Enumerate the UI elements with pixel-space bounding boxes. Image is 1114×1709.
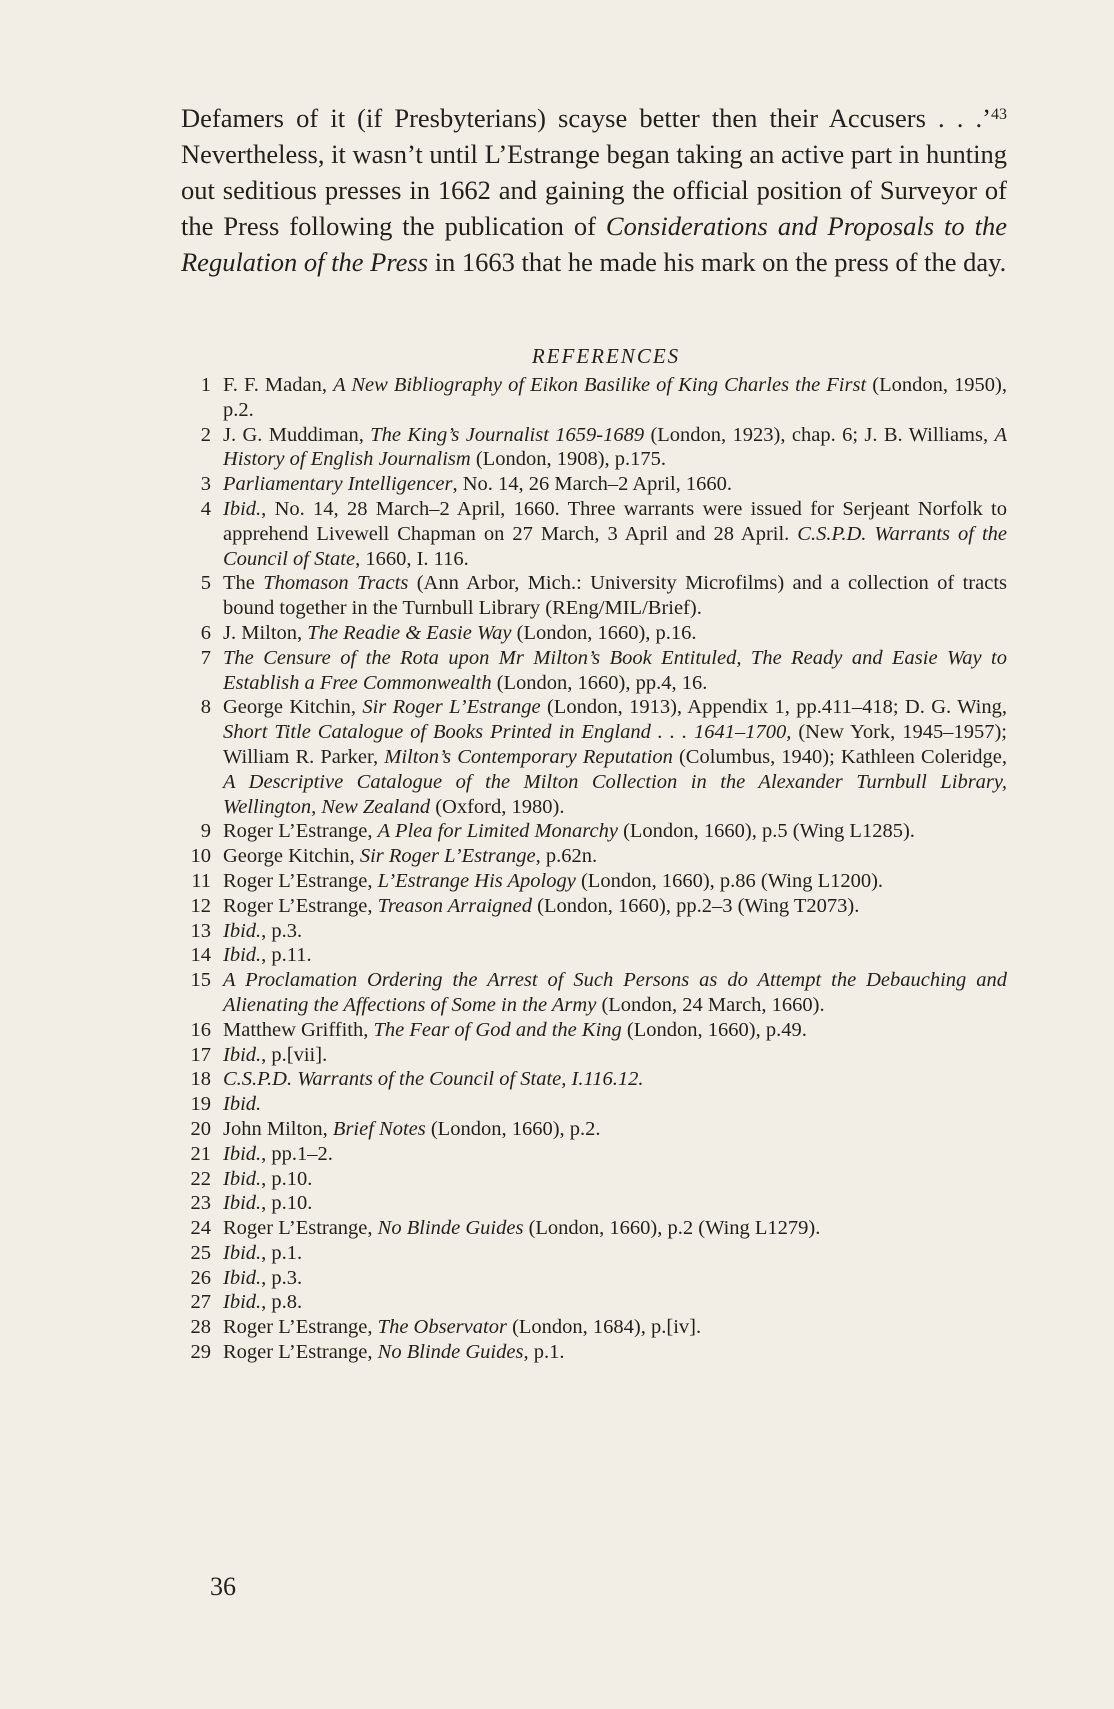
reference-item (181, 1266, 1007, 1291)
reference-title: Ibid. (223, 1043, 262, 1066)
reference-number: 18 (190, 1068, 211, 1091)
page-number: 36 (210, 1572, 236, 1601)
reference-number: 27 (190, 1291, 211, 1314)
reference-item (181, 1142, 1007, 1167)
reference-item (181, 894, 1007, 919)
reference-text: , p.10. (261, 1192, 313, 1215)
italic-title: Considerations and Proposals to the Regulation of the Press (181, 211, 1007, 277)
reference-number: 28 (190, 1316, 211, 1339)
reference-item (181, 1067, 1007, 1092)
reference-title: The Censure of the Rota upon Mr Milton’s Book Entituled, The Ready and Easie Way to Establish a Free Commonwealth (223, 646, 1007, 694)
reference-title: Ibid. (223, 1241, 262, 1264)
reference-item (181, 919, 1007, 944)
reference-number: 21 (190, 1142, 211, 1165)
reference-item (181, 497, 1007, 571)
reference-title: A New Bibliography of Eikon Basilike of King Charles the First (333, 374, 867, 396)
reference-title: Thomason Tracts (263, 572, 409, 595)
reference-number: 1 (200, 374, 211, 396)
reference-item (181, 472, 1007, 497)
reference-number: 12 (190, 894, 211, 917)
reference-text: (London, 1660), p.5 (Wing L1285). (617, 820, 915, 843)
reference-text: (London, 1660), pp.4, 16. (491, 671, 708, 694)
reference-text: , p.62n. (535, 845, 598, 868)
reference-text: John Milton, (223, 1117, 333, 1140)
reference-number: 7 (200, 646, 211, 669)
reference-item (181, 646, 1007, 696)
reference-title: Parliamentary Intelligencer (223, 473, 453, 496)
reference-title: Ibid. (223, 1142, 262, 1165)
page-content (181, 100, 1007, 1365)
reference-text: (London, 1923), chap. 6; J. B. Williams, (644, 423, 995, 446)
reference-number: 24 (190, 1217, 211, 1240)
footnote-marker: 43 (991, 106, 1007, 123)
reference-title: The Readie & Easie Way (307, 621, 512, 644)
reference-title: Sir Roger L’Estrange (359, 845, 536, 868)
reference-title: Milton’s Contemporary Reputation (384, 745, 673, 768)
reference-text: , No. 14, 26 March–2 April, 1660. (452, 473, 733, 496)
reference-text: (London, 1660), p.16. (511, 621, 697, 644)
reference-item (181, 373, 1007, 423)
reference-text: (London, 1660), p.86 (Wing L1200). (575, 869, 884, 892)
references-heading: REFERENCES (531, 344, 681, 368)
reference-number: 2 (200, 423, 211, 446)
reference-text: (London, 1950), p.2. (223, 374, 1007, 421)
reference-text: Roger L’Estrange, (223, 1217, 378, 1240)
reference-text: , p.11. (261, 944, 312, 967)
reference-title: Ibid. (223, 944, 262, 967)
reference-title: No Blinde Guides (377, 1341, 524, 1364)
reference-title: Treason Arraigned (377, 894, 533, 917)
reference-text: , p.8. (261, 1291, 303, 1314)
reference-title: C.S.P.D. Warrants of the Council of State, I.116.12. (223, 1068, 644, 1091)
reference-title: Brief Notes (332, 1117, 426, 1140)
reference-text: (Ann Arbor, Mich.: University Microfilms) and a collection of tracts bound together in the Turnbull Library (REng/MIL/Brief). (223, 572, 1007, 620)
reference-text: Roger L’Estrange, (223, 869, 378, 892)
reference-item (181, 819, 1007, 844)
reference-title: Ibid. (223, 1093, 262, 1116)
reference-text: George Kitchin, (223, 696, 363, 719)
reference-text: , p.1. (523, 1341, 565, 1364)
reference-number: 11 (191, 869, 211, 892)
reference-text: , p.[vii]. (261, 1043, 328, 1066)
reference-item (181, 1117, 1007, 1142)
reference-item (181, 968, 1007, 1018)
reference-text: Roger L’Estrange, (223, 1316, 378, 1339)
reference-text: J. G. Muddiman, (223, 423, 371, 446)
references-list (181, 373, 1007, 1365)
reference-title: A Proclamation Ordering the Arrest of Such Persons as do Attempt the Debauching and Alienating the Affections of Some in the Army (223, 969, 1007, 1016)
reference-text: , pp.1–2. (261, 1142, 333, 1165)
reference-text: (London, 1660), p.2 (Wing L1279). (523, 1217, 821, 1240)
reference-item (181, 1191, 1007, 1216)
reference-number: 17 (190, 1043, 211, 1066)
reference-text: Roger L’Estrange, (223, 1341, 378, 1364)
reference-text: George Kitchin, (223, 845, 360, 868)
reference-text: (New York, 1945–1957); William R. Parker, (223, 721, 1007, 768)
reference-item (181, 869, 1007, 894)
reference-title: A Plea for Limited Monarchy (377, 820, 618, 843)
reference-item (181, 1043, 1007, 1068)
reference-text: Roger L’Estrange, (223, 820, 378, 843)
reference-text: (London, 1913), Appendix 1, pp.411–418; D. G. Wing, (540, 696, 1007, 719)
reference-item (181, 1315, 1007, 1340)
reference-title: The King’s Journalist 1659-1689 (370, 423, 645, 446)
reference-text: , 1660, I. 116. (355, 547, 469, 570)
reference-number: 15 (190, 969, 211, 992)
reference-number: 23 (190, 1192, 211, 1215)
reference-number: 25 (190, 1241, 211, 1264)
reference-text: (London, 24 March, 1660). (596, 993, 825, 1016)
reference-title: Ibid. (223, 1167, 262, 1190)
reference-number: 16 (190, 1018, 211, 1041)
reference-title: A Descriptive Catalogue of the Milton Collection in the Alexander Turnbull Library, Wellington, New Zealand (223, 770, 1007, 818)
reference-text: (Columbus, 1940); Kathleen Coleridge, (672, 745, 1007, 768)
reference-title: C.S.P.D. Warrants of the Council of State (223, 522, 1007, 570)
reference-text: (London, 1908), p.175. (470, 448, 667, 471)
paragraph-text: Nevertheless, it wasn’t until L’Estrange began taking an active part in hunting out seditious presses in 1662 and gaining the official position of Surveyor of the Press following the publication of (181, 139, 1007, 241)
reference-item (181, 621, 1007, 646)
reference-title: Ibid. (223, 497, 262, 520)
reference-title: The Observator (377, 1316, 507, 1339)
reference-number: 29 (190, 1341, 211, 1364)
reference-text: (London, 1660), pp.2–3 (Wing T2073). (532, 894, 860, 917)
reference-title: Ibid. (223, 919, 262, 942)
reference-title: Ibid. (223, 1291, 262, 1314)
body-paragraph (181, 100, 1007, 280)
reference-text: (London, 1660), p.2. (425, 1117, 601, 1140)
reference-text: The (223, 572, 264, 595)
reference-number: 26 (190, 1266, 211, 1289)
reference-text: F. F. Madan, (223, 374, 334, 396)
reference-number: 4 (200, 497, 211, 520)
reference-number: 19 (190, 1093, 211, 1116)
reference-title: The Fear of God and the King (373, 1018, 622, 1041)
reference-number: 3 (200, 473, 211, 496)
reference-title: Ibid. (223, 1192, 262, 1215)
reference-item (181, 695, 1007, 819)
reference-text: (London, 1660), p.49. (621, 1018, 807, 1041)
reference-text: , p.3. (261, 919, 303, 942)
reference-number: 14 (190, 944, 211, 967)
paragraph-text: in 1663 that he made his mark on the press of the day. (428, 247, 1007, 277)
reference-item (181, 844, 1007, 869)
reference-item (181, 1092, 1007, 1117)
reference-number: 9 (200, 820, 211, 843)
reference-title: Short Title Catalogue of Books Printed in England . . . 1641–1700, (223, 721, 792, 744)
reference-text: (London, 1684), p.[iv]. (506, 1316, 702, 1339)
reference-item (181, 1340, 1007, 1365)
reference-item (181, 943, 1007, 968)
reference-number: 20 (190, 1117, 211, 1140)
reference-text: Roger L’Estrange, (223, 894, 378, 917)
reference-item (181, 1290, 1007, 1315)
reference-title: L’Estrange His Apology (377, 869, 576, 892)
reference-text: J. Milton, (223, 621, 308, 644)
reference-text: , p.10. (261, 1167, 313, 1190)
reference-title: A History of English Journalism (223, 423, 1008, 471)
reference-number: 13 (190, 919, 211, 942)
reference-number: 8 (200, 696, 211, 719)
reference-item (181, 423, 1007, 473)
reference-item (181, 1216, 1007, 1241)
reference-number: 6 (200, 621, 211, 644)
reference-item (181, 571, 1007, 621)
reference-title: Ibid. (223, 1266, 262, 1289)
reference-title: No Blinde Guides (377, 1217, 524, 1240)
reference-item (181, 1018, 1007, 1043)
reference-text: , p.3. (261, 1266, 303, 1289)
reference-number: 5 (200, 572, 211, 595)
reference-title: Sir Roger L’Estrange (362, 696, 541, 719)
paragraph-text: Defamers of it (if Presbyterians) scayse better then their Accusers . . .’ (181, 103, 991, 133)
reference-text: (Oxford, 1980). (430, 795, 565, 818)
reference-text: , p.1. (261, 1241, 303, 1264)
reference-number: 22 (190, 1167, 211, 1190)
reference-item (181, 1167, 1007, 1192)
reference-text: Matthew Griffith, (223, 1018, 374, 1041)
reference-number: 10 (190, 845, 211, 868)
reference-text: , No. 14, 28 March–2 April, 1660. Three warrants were issued for Serjeant Norfolk to apprehend Livewell Chapman on 27 March, 3 April and 28 April. (223, 497, 1007, 545)
reference-item (181, 1241, 1007, 1266)
